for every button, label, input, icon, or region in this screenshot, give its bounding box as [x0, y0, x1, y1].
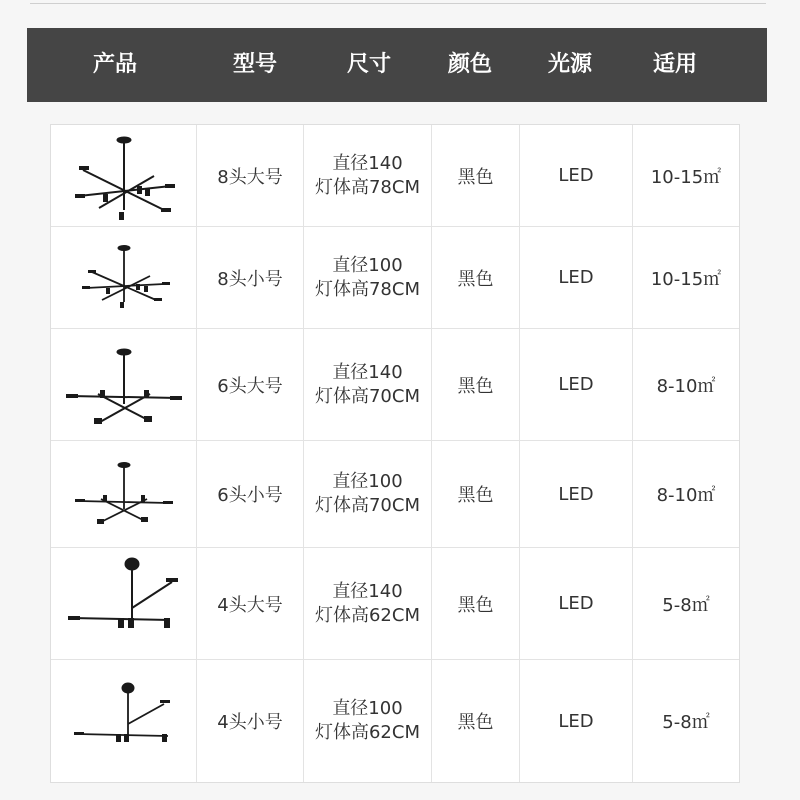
- header-color: 颜色: [447, 52, 493, 77]
- top-divider: [30, 3, 766, 4]
- size-cell: [303, 548, 431, 659]
- model-cell: 4头小号: [196, 660, 303, 782]
- color-cell: 黑色: [431, 441, 519, 547]
- header-product: 产品: [92, 52, 138, 77]
- table-header: [27, 28, 767, 102]
- apply-cell: 10-15㎡: [632, 125, 739, 226]
- chandelier-8-head-large-icon: [69, 128, 179, 224]
- chandelier-4-head-small-icon: [72, 680, 176, 762]
- size-cell: [303, 125, 431, 226]
- chandelier-8-head-small-icon: [74, 238, 174, 318]
- header-light: 光源: [547, 52, 593, 77]
- size-cell: [303, 227, 431, 328]
- header-size: 尺寸: [346, 52, 392, 77]
- chandelier-6-head-small-icon: [69, 457, 179, 531]
- table-row: [51, 441, 739, 548]
- size-height: 灯体高70CM: [314, 385, 420, 407]
- table-row: [51, 548, 739, 660]
- spec-table: [50, 124, 740, 783]
- light-cell: LED: [519, 329, 632, 440]
- header-apply: 适用: [652, 52, 698, 77]
- color-cell: 黑色: [431, 329, 519, 440]
- chandelier-6-head-large-icon: [62, 342, 186, 428]
- apply-cell: 8-10㎡: [632, 441, 739, 547]
- size-cell: [303, 660, 431, 782]
- header-model: 型号: [232, 52, 278, 77]
- size-cell: [303, 441, 431, 547]
- light-cell: LED: [519, 441, 632, 547]
- light-cell: LED: [519, 125, 632, 226]
- chandelier-4-head-large-icon: [66, 556, 182, 652]
- table-row: [51, 227, 739, 329]
- size-height: 灯体高62CM: [314, 722, 420, 743]
- product-image-cell: [51, 227, 196, 328]
- light-cell: LED: [519, 548, 632, 659]
- color-cell: 黑色: [431, 660, 519, 782]
- color-cell: 黑色: [431, 548, 519, 659]
- product-image-cell: [51, 660, 196, 782]
- size-diameter: 直径100: [332, 254, 403, 276]
- model-cell: 8头大号: [196, 125, 303, 226]
- product-image-cell: [51, 548, 196, 659]
- model-cell: 8头小号: [196, 227, 303, 328]
- model-cell: 6头大号: [196, 329, 303, 440]
- light-cell: LED: [519, 660, 632, 782]
- size-diameter: 直径100: [332, 698, 403, 719]
- apply-cell: 5-8㎡: [632, 660, 739, 782]
- apply-cell: 5-8㎡: [632, 548, 739, 659]
- product-image-cell: [51, 125, 196, 226]
- apply-cell: 10-15㎡: [632, 227, 739, 328]
- size-diameter: 直径140: [332, 361, 403, 383]
- table-row: [51, 125, 739, 227]
- apply-cell: 8-10㎡: [632, 329, 739, 440]
- product-image-cell: [51, 441, 196, 547]
- size-diameter: 直径100: [332, 471, 403, 492]
- color-cell: 黑色: [431, 227, 519, 328]
- color-cell: 黑色: [431, 125, 519, 226]
- size-cell: [303, 329, 431, 440]
- size-diameter: 直径140: [332, 152, 403, 174]
- product-image-cell: [51, 329, 196, 440]
- size-diameter: 直径140: [332, 580, 403, 602]
- light-cell: LED: [519, 227, 632, 328]
- model-cell: 6头小号: [196, 441, 303, 547]
- model-cell: 4头大号: [196, 548, 303, 659]
- size-height: 灯体高70CM: [314, 495, 420, 516]
- size-height: 灯体高78CM: [314, 176, 420, 198]
- size-height: 灯体高62CM: [314, 604, 420, 626]
- table-row: [51, 329, 739, 441]
- size-height: 灯体高78CM: [314, 278, 420, 300]
- table-row: [51, 660, 739, 782]
